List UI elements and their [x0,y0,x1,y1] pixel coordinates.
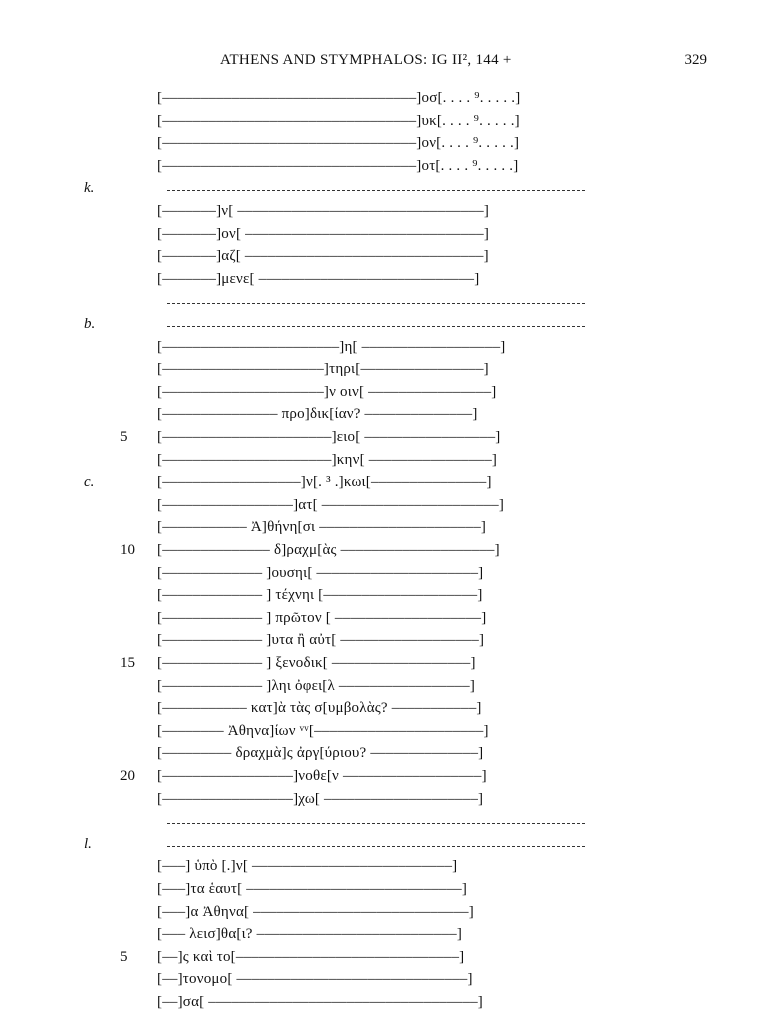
inscription-line [0,384,782,406]
inscription-line [0,971,782,993]
lacuna-dash-line [167,823,585,824]
inscription-line [0,271,782,293]
inscription-line [0,926,782,948]
line-text: [–––––––– Ἀθηνα]ίων ᵛᵛ[––––––––––––––––––––––] [157,722,489,739]
line-number: 10 [120,542,135,558]
inscription-line [0,723,782,745]
inscription-line [0,678,782,700]
line-text: [–––––––]ν[ ––––––––––––––––––––––––––––––––] [157,203,490,219]
line-text: [–––––––––––––––––––––]τηρι[––––––––––––––––] [157,361,489,378]
inscription-line [0,813,782,835]
inscription-line [0,474,782,496]
inscription-line [0,881,782,903]
line-text: [–––––––––––––––––––––––––––––––––]οτ[. . . . ⁹. . . . .] [157,157,519,174]
line-text: [–––––––––––––– δ]ραχμ[ὰς ––––––––––––––––––––] [157,542,500,558]
inscription-line [0,519,782,541]
line-text: [––––––––––– Ἀ]θήνη[σι –––––––––––––––––––––] [157,519,487,536]
lacuna-dash-line [167,846,585,847]
line-text: [–––––––––––––––––––––––––––––––––]ον[. . . . ⁹. . . . .] [157,135,520,152]
line-text: [–––––––––––––––––––––]ν οιν[ ––––––––––––––––] [157,383,497,400]
line-text: [–––––––]ον[ –––––––––––––––––––––––––––––––] [157,225,490,242]
line-text: [––––––––––––– ] τέχνηι [––––––––––––––––––––] [157,587,483,604]
inscription-line [0,745,782,767]
inscription-line [0,248,782,270]
line-text: [––––––––––––––––––––––]ειο[ –––––––––––––––––] [157,429,501,445]
line-text: [––––––––––––– ]ληι ὀφει[λ –––––––––––––––––] [157,677,476,694]
inscription-line [0,700,782,722]
line-text: [–––––––––––––––––––––––––––––––––]υκ[. . . . ⁹. . . . .] [157,112,520,129]
fragment-label: l. [84,835,92,852]
page-number: 329 [684,52,707,68]
inscription-line [0,339,782,361]
line-text: [–––––––––––––––––]χω[ ––––––––––––––––––––] [157,790,484,807]
line-number: 20 [120,768,135,784]
inscription-line [0,429,782,451]
line-text: [–––––––––––––––––––––––––––––––––]οσ[. . . . ⁹. . . . .] [157,90,521,106]
line-text: [–––] ὑπὸ [.]ν[ ––––––––––––––––––––––––––] [157,858,458,875]
inscription-line [0,203,782,225]
inscription-line [0,180,782,202]
line-text: [–––––––]αζ[ –––––––––––––––––––––––––––––––] [157,248,489,265]
inscription-line [0,836,782,858]
running-header [0,52,782,74]
fragment-label: c. [84,474,95,491]
inscription-line [0,452,782,474]
inscription-line [0,113,782,135]
line-text: [–––––––]μενε[ ––––––––––––––––––––––––––––] [157,270,480,287]
line-text: [––– λεισ]θα[ι? ––––––––––––––––––––––––––] [157,926,463,943]
line-text: [––––––––––––––– προ]δικ[ίαν? ––––––––––––––] [157,406,478,423]
line-text: [–––––––––––––––––––––––]η[ ––––––––––––––––––] [157,338,506,355]
line-text: [––––––––––––– ] πρῶτον [ –––––––––––––––––––] [157,609,487,626]
line-text: [––––––––––––– ]υτα ἢ αὐτ[ ––––––––––––––––––] [157,632,485,649]
inscription-line [0,90,782,112]
lacuna-dash-line [167,303,585,304]
inscription-line [0,497,782,519]
line-text: [––––––––––– κατ]ὰ τὰς σ[υμβολὰς? –––––––––––] [157,700,482,717]
inscription-line [0,655,782,677]
fragment-label: k. [84,180,95,197]
inscription-line [0,158,782,180]
inscription-line [0,632,782,654]
line-text: [––––––––––––– ] ξενοδικ[ ––––––––––––––––––] [157,655,476,671]
lacuna-dash-line [167,190,585,191]
line-number: 5 [120,948,128,965]
line-text: [–––––––––––––––––]νοθε[ν ––––––––––––––––––] [157,768,487,784]
inscription-line [0,316,782,338]
inscription-line [0,542,782,564]
inscription-line [0,791,782,813]
line-text: [–––]τα ἑαυτ[ ––––––––––––––––––––––––––––] [157,881,468,897]
line-text: [––––––––––––––––––––––]κην[ ––––––––––––––––] [157,451,498,468]
inscription-line [0,587,782,609]
fragment-label: b. [84,316,96,332]
inscription-line [0,406,782,428]
inscription-line [0,565,782,587]
inscription-line [0,994,782,1016]
inscription-line [0,135,782,157]
line-text: [––––––––––––––––––]ν[. ³ .]κωι[–––––––––––––––] [157,474,492,491]
inscription-line [0,858,782,880]
inscription-line [0,904,782,926]
line-text: [–––]α Ἀθηνα[ ––––––––––––––––––––––––––––] [157,903,474,920]
line-number: 5 [120,429,128,445]
inscription-line [0,293,782,315]
line-text: [––––––––– δραχμὰ]ς ἀργ[ύριου? ––––––––––––––] [157,745,484,762]
running-title: ATHENS AND STYMPHALOS: IG II², 144 + [220,52,512,68]
inscription-line [0,610,782,632]
line-number: 15 [120,655,135,671]
line-text: [––]τονομο[ ––––––––––––––––––––––––––––––] [157,971,473,988]
lacuna-dash-line [167,326,585,327]
line-text: [––––––––––––– ]ουσηι[ –––––––––––––––––––––] [157,564,484,581]
line-text: [–––––––––––––––––]ατ[ –––––––––––––––––––––––] [157,496,505,513]
line-text: [––]ς καὶ το[–––––––––––––––––––––––––––––] [157,948,465,965]
line-text: [––]σα[ –––––––––––––––––––––––––––––––––––] [157,994,483,1010]
inscription-line [0,949,782,971]
inscription-line [0,361,782,383]
inscription-line [0,226,782,248]
inscription-line [0,768,782,790]
